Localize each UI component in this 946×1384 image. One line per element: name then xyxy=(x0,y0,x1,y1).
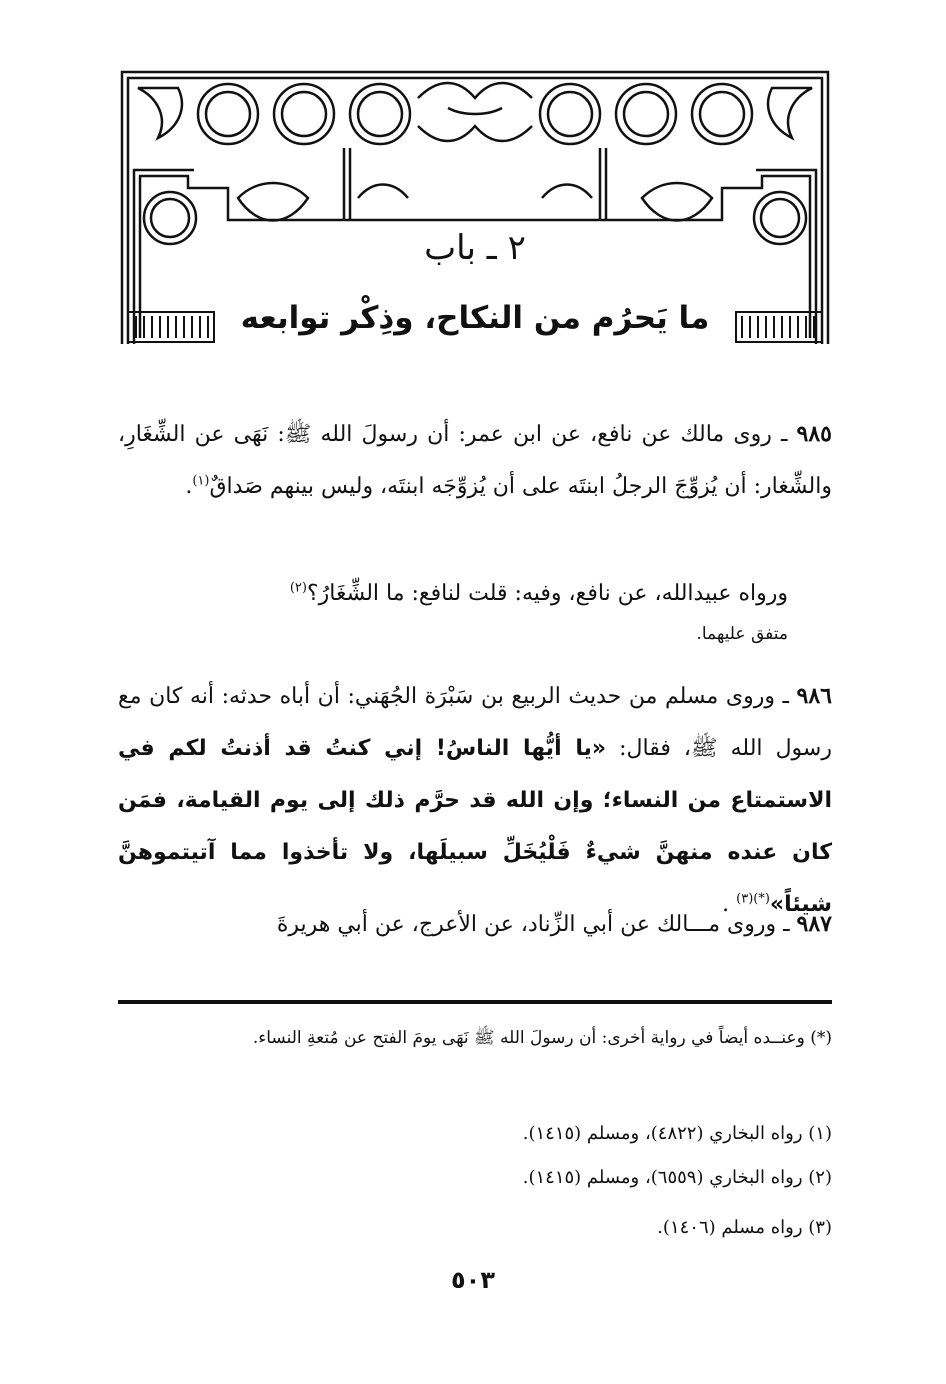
hadith-text: ـ روى مالك عن نافع، عن ابن عمر: أن رسولَ الله ﷺ: نَهَى عن الشِّغَارِ، والشِّغار: أن يُزوِّجَ الرجلُ ابنتَه على أن يُزوِّجَه ابنتَه، وليس بينهم صَداقٌ xyxy=(118,422,832,499)
hadith-number: ٩٨٦ xyxy=(796,683,832,709)
footnote-ref: (١) xyxy=(192,473,210,489)
star-footnote: (*) وعنــده أيضاً في رواية أخرى: أن رسولَ الله ﷺ نَهَى يومَ الفتح عن مُتعةِ النساء. xyxy=(252,1028,832,1048)
page-number: ٥٠٣ xyxy=(451,1266,495,1294)
hadith-985-variant xyxy=(118,568,788,620)
footnote-3: (٣) رواه مسلم (١٤٠٦). xyxy=(657,1217,832,1238)
hadith-985 xyxy=(118,408,876,513)
hadith-number: ٩٨٥ xyxy=(796,421,832,447)
footnote-ref: (*)(٣) xyxy=(736,891,770,907)
hadith-text: ـ وروى مـــالك عن أبي الزِّناد، عن الأعرج، عن أبي هريرةَ xyxy=(276,912,797,937)
footnote-divider xyxy=(118,1000,832,1004)
hadith-text: ـ وروى مسلم من حديث الربيع بن سَبْرَة الجُهَني: أن أباه حدثه: أنه كان مع رسول الله ﷺ، فقال: xyxy=(118,684,832,761)
sentence-end: . xyxy=(185,474,193,499)
hadith-number: ٩٨٧ xyxy=(796,911,832,937)
chapter-title: ما يَحرُم من النكاح، وذِكْر توابعه xyxy=(240,300,710,336)
hadith-987 xyxy=(118,898,876,951)
hadith-986 xyxy=(118,670,876,931)
footnote-1: (١) رواه البخاري (٤٨٢٢)، ومسلم (١٤١٥). xyxy=(522,1123,832,1144)
variant-text: ورواه عبيدالله، عن نافع، وفيه: قلت لنافع: ما الشِّغَارُ؟ xyxy=(306,581,788,606)
prophetic-quote: «يا أيُّها الناسُ! إني كنتُ قد أذنتُ لكم في الاستمتاع من النساء؛ وإن الله قد حرَّم ذلك إلى يوم القيامة، فمَن كان عنده منهنَّ شيءٌ فَلْيُخَلِّ سبيلَها، ولا تأخذوا مما آتيتموهنَّ شيئاً» xyxy=(118,736,832,917)
hadith-985-agreed: متفق عليهما. xyxy=(696,624,788,644)
footnote-ref: (٢) xyxy=(289,580,307,596)
sentence-end: . xyxy=(722,892,737,917)
chapter-label: ٢ ـ باب xyxy=(424,228,526,268)
footnote-2: (٢) رواه البخاري (٦٥٥٩)، ومسلم (١٤١٥). xyxy=(522,1167,832,1188)
